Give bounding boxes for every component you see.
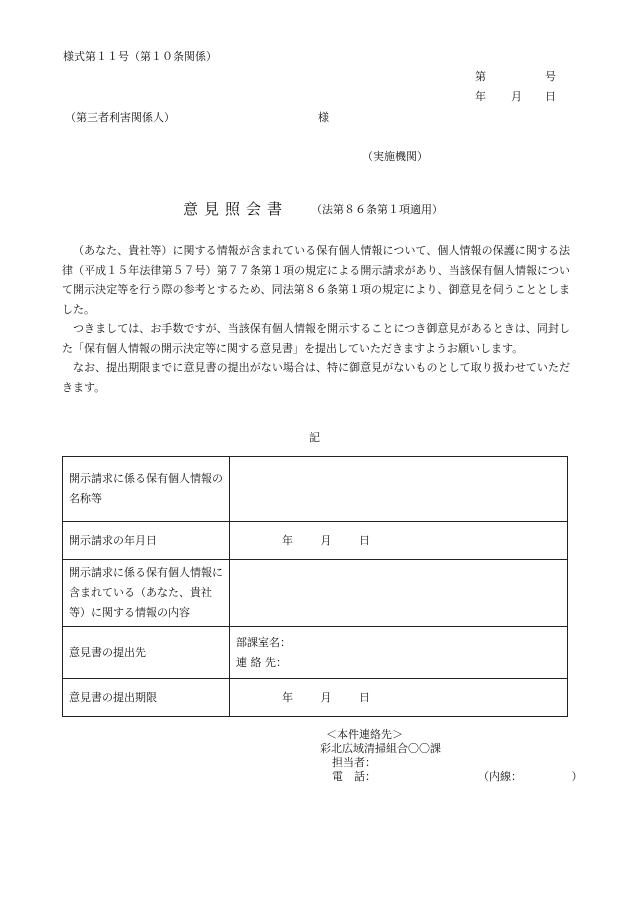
date-year: 年 bbox=[475, 90, 486, 103]
contact-phone-label: 電 話： bbox=[332, 770, 376, 783]
contact-heading: ＜本件連絡先＞ bbox=[326, 728, 403, 741]
row-value-submission-destination bbox=[230, 627, 568, 679]
form-number: 様式第１１号（第１０条関係） bbox=[63, 50, 217, 63]
ki-marker: 記 bbox=[309, 431, 320, 444]
document-title-subtitle: （法第８６条第１項適用） bbox=[311, 203, 443, 216]
row-value-request-date bbox=[230, 522, 568, 560]
table-row bbox=[63, 457, 568, 522]
row-label-submission-destination: 意見書の提出先 bbox=[63, 627, 230, 679]
implementing-agency: （実施機関） bbox=[362, 150, 428, 163]
row-label-info-content: 開示請求に係る保有個人情報に含まれている（あなた、貴社等）に関する情報の内容 bbox=[63, 560, 230, 627]
body-paragraph-3: なお、提出期限までに意見書の提出がない場合は、特に御意見がないものとして取り扱わせていただきます。 bbox=[62, 361, 570, 394]
row-value-info-name bbox=[230, 457, 568, 522]
body-text bbox=[62, 241, 570, 397]
table-row bbox=[63, 522, 568, 560]
document-title: 意見照会書 bbox=[183, 200, 289, 218]
contact-phone-row bbox=[332, 770, 583, 784]
doc-number-prefix: 第 bbox=[475, 70, 486, 83]
contact-person-label: 担当者： bbox=[332, 756, 376, 769]
date-month: 月 bbox=[511, 90, 522, 103]
request-date-month: 月 bbox=[320, 533, 332, 547]
body-paragraph-2: つきましては、お手数ですが、当該保有個人情報を開示することにつき御意見があるときは、同封した「保有個人情報の開示決定等に関する意見書」を提出していただきますようお願いします。 bbox=[62, 322, 570, 355]
table-row bbox=[63, 679, 568, 717]
row-label-submission-deadline: 意見書の提出期限 bbox=[63, 679, 230, 717]
addressee: （第三者利害関係人） bbox=[65, 111, 175, 124]
date-day: 日 bbox=[545, 90, 556, 103]
info-table bbox=[62, 456, 568, 717]
deadline-day: 日 bbox=[359, 690, 370, 704]
row-label-request-date: 開示請求の年月日 bbox=[63, 522, 230, 560]
contact-label: 連 絡 先： bbox=[236, 655, 287, 669]
row-value-info-content bbox=[230, 560, 568, 627]
contact-extension: （内線： ） bbox=[478, 770, 583, 783]
contact-block bbox=[320, 728, 583, 784]
honorific: 様 bbox=[318, 111, 329, 124]
body-paragraph-1: （あなた、貴社等）に関する情報が含まれている保有個人情報について、個人情報の保護に関する法律（平成１５年法律第５７号）第７７条第１項の規定による開示請求があり、当該保有個人情報について開示決定等を行う際の参考とするため、同法第８６条第１項の規定により、御意見を伺うこととしました。 bbox=[62, 244, 570, 316]
table-row bbox=[63, 560, 568, 627]
deadline-year: 年 bbox=[282, 690, 293, 704]
request-date-year: 年 bbox=[282, 533, 293, 547]
row-label-info-name: 開示請求に係る保有個人情報の名称等 bbox=[63, 457, 230, 522]
deadline-month: 月 bbox=[320, 690, 332, 704]
contact-organization: 彩北広域清掃組合〇〇課 bbox=[320, 742, 441, 755]
doc-number-suffix: 号 bbox=[545, 70, 556, 83]
department-name-label: 部課室名： bbox=[236, 635, 291, 649]
table-row bbox=[63, 627, 568, 679]
row-value-submission-deadline bbox=[230, 679, 568, 717]
request-date-day: 日 bbox=[359, 533, 370, 547]
